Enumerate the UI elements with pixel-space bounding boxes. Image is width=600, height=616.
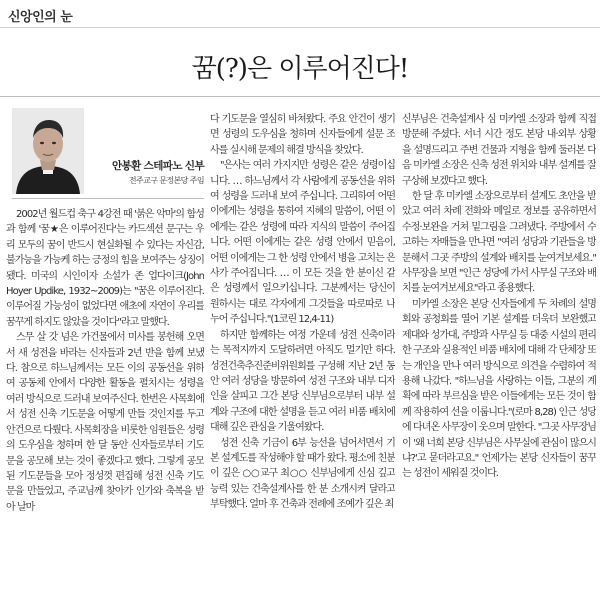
- article-headline: 꿈(?)은 이루어진다!: [191, 54, 409, 84]
- author-photo: [12, 108, 84, 194]
- article-paragraph: 한 달 후 미카엘 소장으로부터 설계도 초안을 받았고 여러 차례 전화와 메일로 정보를 공유하면서 수정·보완을 거쳐 밑그림을 그려냈다. 주방에서 수고하는 자매들을 만나면 "여러 성당과 기관들을 방문해서 그곳 주방의 설계와 배치를 눈여겨보세요." 사무장을 보면 "인근 성당에 가서 사무실 구조와 배치를 눈여겨보세요"라고 종용했다.: [402, 191, 596, 295]
- article-column-3: [402, 112, 596, 616]
- article-column-2: [210, 112, 395, 616]
- article-paragraph: "은사는 여러 가지지만 성령은 같은 성령이십니다. … 하느님께서 각 사람에게 공동선을 위하여 성령을 드러내 보여 주십니다. 그리하여 어떤 이에게는 성령을 통하여 지혜의 말씀이, 어떤 이에게는 같은 성령에 따라 지식의 말씀이 주어집니다. 어떤 이에게는 같은 성령 안에서 믿음이, 어떤 이에게는 그 한 성령 안에서 병을 고치는 은사가 주어집니다. … 이 모든 것을 한 분이신 같은 성령께서 일으키십니다. 그분께서는 당신이 원하시는 대로 각자에게 그것들을 따로따로 나누어 주십니다."(1코린 12,4-11): [210, 160, 395, 326]
- article-paragraph: 신부님은 건축설계사 심 미카엘 소장과 함께 직접 방문해 주셨다. 서너 시간 정도 본당 내·외부 상황을 설명드리고 주변 건물과 지형을 함께 둘러본 다음 미카엘 소장은 신축 성전 위치와 내부 설계를 잘 구상해 보겠다고 했다.: [402, 114, 596, 187]
- author-name: 안봉환 스테파노 신부: [112, 160, 204, 172]
- author-title: 전주교구 문정본당 주임: [128, 176, 204, 185]
- author-portrait-image: [12, 108, 84, 194]
- article-paragraph: 성전 신축 기금이 6부 능선을 넘어서면서 기본 설계도를 작성해야 할 때가 왔다. 평소에 친분이 깊은 ○○교구 최○○ 신부님에게 신심 깊고 능력 있는 건축설계사를 한 분 소개시켜 달라고 부탁했다. 얼마 후 건축과 전례에 조예가 깊은 최: [210, 437, 395, 511]
- headline-divider: [0, 96, 600, 97]
- column-header-bar: [0, 0, 600, 28]
- article-paragraph: 미카엘 소장은 본당 신자들에게 두 차례의 설명회와 공청회를 열어 기본 설계를 더욱더 보완했고 제대와 성가대, 주방과 사무실 등 대중 시설의 편리한 구조와 실용적인 비품 배치에 대해 각 단체장 또는 개인을 만나 여러 방식으로 의견을 수렴하여 적용해 나갔다. "하느님을 사랑하는 이들, 그분의 계획에 따라 부르심을 받은 이들에게는 모든 것이 함께 작용하여 선을 이룹니다."(로마 8,28) 인근 성당에 다녀온 사무장이 웃으며 말한다. "그곳 사무장님이 '왜 너희 본당 신부님은 사무실에 관심이 많으시냐?'고 묻더라고요." 언제가는 본당 신자들이 꿈꾸는 성전이 세워질 것이다.: [402, 298, 596, 480]
- author-divider: [12, 198, 204, 199]
- article-paragraph: 2002년 월드컵 축구 4강전 때 '붉은 악마'의 함성과 함께 '꿈★은 이루어진다'는 카드섹션 문구는 우리 모두의 꿈이 반드시 현실화될 수 있다는 자신감, 불가능을 가능케 하는 긍정의 힘을 보여주는 상징이 됐다. 미국의 시인이자 소설가 존 업다이크(John Hoyer Updike, 1932~2009)는 "꿈은 이루어진다. 이루어질 가능성이 없었다면 애초에 자연이 우리를 꿈꾸게 하지도 않았을 것이다"라고 말했다.: [6, 209, 204, 328]
- article-paragraph: 다 기도문을 열심히 바쳐왔다. 주요 안건이 생기면 성령의 도우심을 청하며 신자들에게 설문 조사를 실시해 문제의 해결 방식을 찾았다.: [210, 114, 395, 156]
- column-name: 신앙인의 눈: [8, 10, 73, 25]
- article-paragraph: 하지만 함께하는 여정 가운데 성전 신축이라는 목적지까지 도달하려면 아직도 멀기만 하다. 성전건축추진준비위원회를 구성해 지난 2년 동안 여러 성당을 방문하여 성전 구조와 내부 디자인을 살피고 그간 본당 신부님으로부터 내부 설계와 구조에 대한 설명을 듣고 여러 비품 배치에 대해 깊은 관심을 기울여왔다.: [210, 329, 395, 434]
- article-column-1: [6, 207, 204, 616]
- article-paragraph: 스무 살 갓 넘은 가건물에서 미사를 봉헌해 오면서 새 성전을 바라는 신자들과 2년 반을 함께 보냈다. 참으로 하느님께서는 모든 이의 공동선을 위하여 공동체 안에서 다양한 활동을 펼치시는 성령을 여러 방식으로 드러내 보여주신다. 한번은 사목회에서 성전 신축 기도문을 어떻게 만들 것인지를 두고 안건으로 다뤘다. 사목회장을 비롯한 임원들은 성령의 도우심을 청하며 한 달 동안 신자들로부터 기도문을 공모해 보는 것이 좋겠다고 했다. 그렇게 공모된 기도문들을 모아 정성껏 편집해 성전 신축 기도문을 만들었고, 주교님께 찾아가 인가와 축복을 받아 날마: [6, 332, 204, 513]
